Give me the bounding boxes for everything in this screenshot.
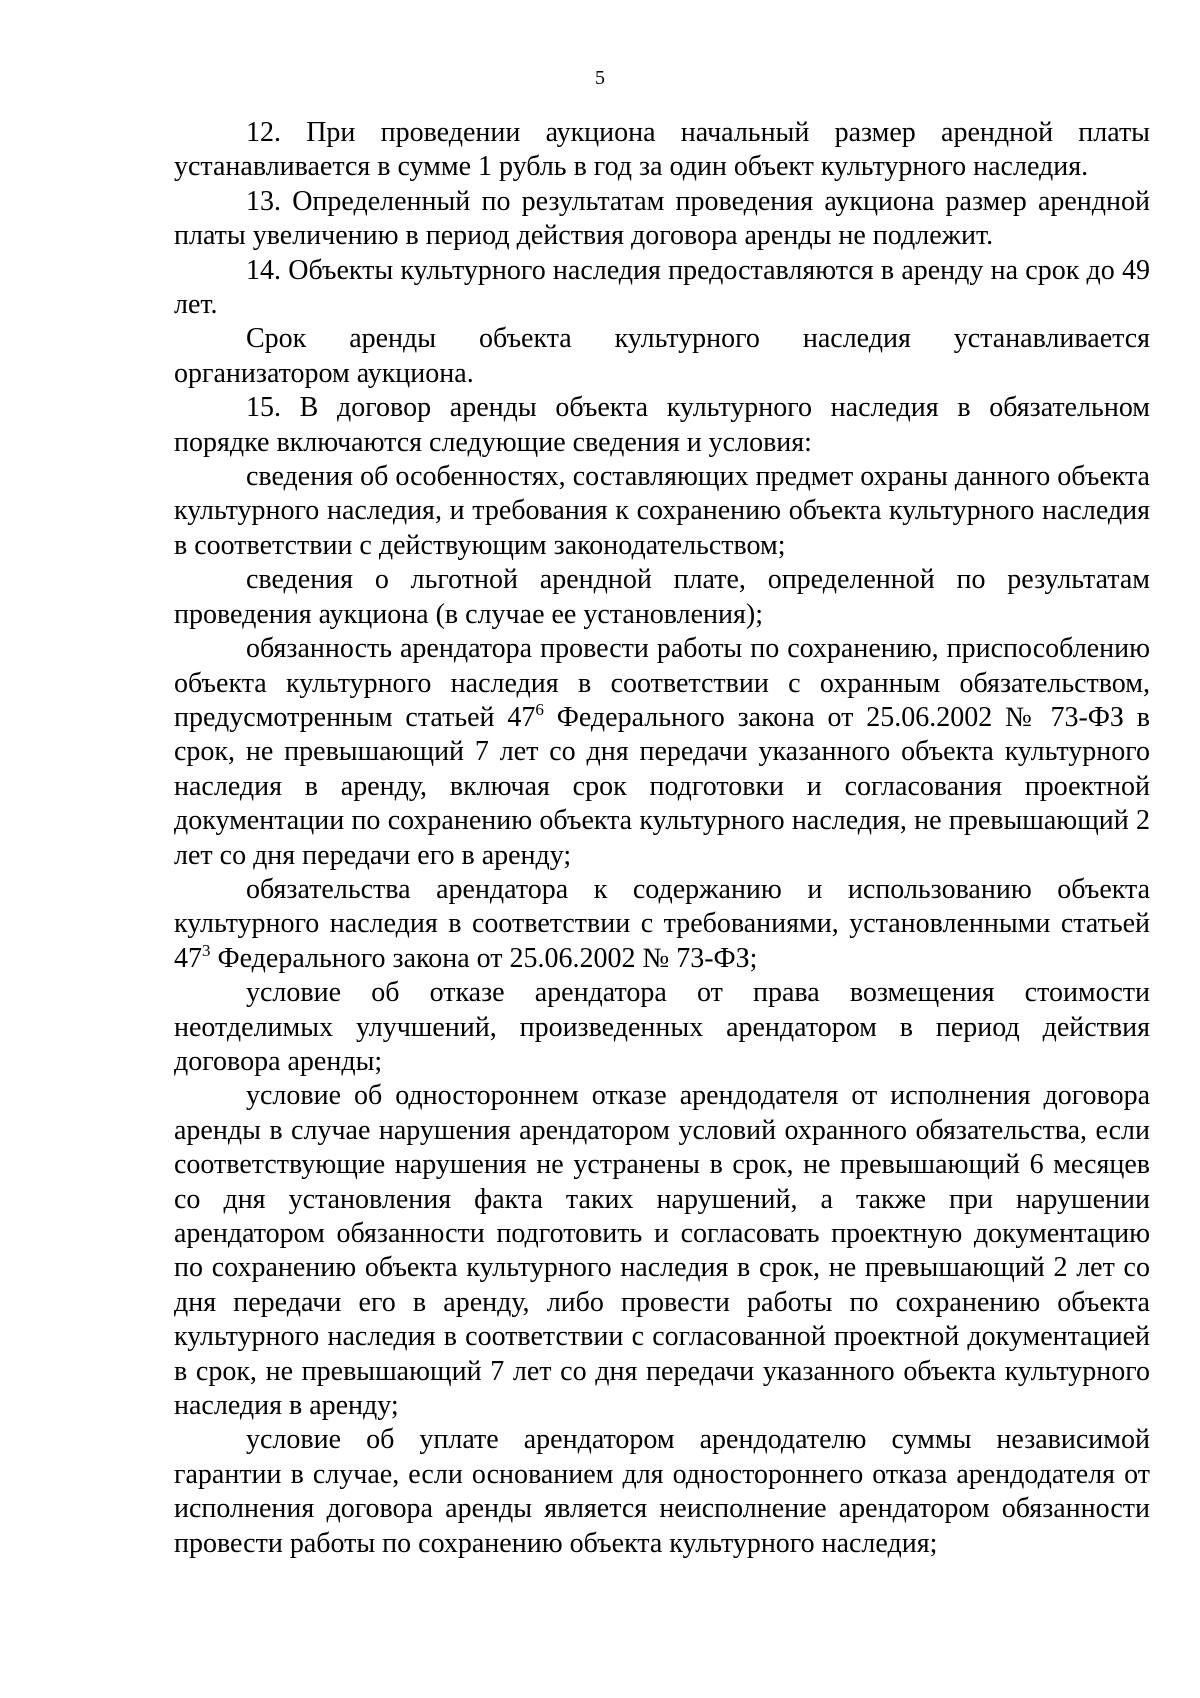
paragraph-unilateral-termination: условие об одностороннем отказе арендодателя от исполнения договора аренды в случае нарушения арендатором условий охранного обязательства, если соответствующие нарушения не устранены в срок, не превышающий 6 месяцев со дня установления факта таких нарушений, а также при нарушении арендатором обязанности подготовить и согласовать проектную документацию по сохранению объекта культурного наследия в срок, не превышающий 2 лет со дня передачи его в аренду, либо провести работы по сохранению объекта культурного наследия в соответствии с согласованной проектной документацией в срок, не превышающий 7 лет со дня передачи указанного объекта культурного наследия в аренду; — [174, 1080, 1150, 1422]
paragraph-lease-term-organizer: Срок аренды объекта культурного наследия устанавливается организатором аукциона. — [174, 323, 1150, 389]
paragraph-tenant-maintenance-duty — [174, 873, 1150, 976]
paragraph-item-12: 12. При проведении аукциона начальный размер арендной платы устанавливается в сумме 1 рубль в год за один объект культурного наследия. — [174, 117, 1150, 183]
paragraph-preferential-rent-info: сведения о льготной арендной плате, определенной по результатам проведения аукциона (в случае ее установления); — [174, 564, 1150, 630]
paragraph-tenant-preservation-duty — [174, 632, 1150, 873]
paragraph-text-part: обязательства арендатора к содержанию и использованию объекта культурного наследия в соответствии с требованиями, установленными статьей 47 — [174, 873, 1150, 974]
document-body — [174, 116, 1150, 1561]
paragraph-item-15: 15. В договор аренды объекта культурного наследия в обязательном порядке включаются следующие сведения и условия: — [174, 392, 1150, 458]
paragraph-guarantee-payment: условие об уплате арендатором арендодателю суммы независимой гарантии в случае, если основанием для одностороннего отказа арендодателя от исполнения договора аренды является неисполнение арендатором обязанности провести работы по сохранению объекта культурного наследия; — [174, 1424, 1150, 1559]
paragraph-improvements-waiver: условие об отказе арендатора от права возмещения стоимости неотделимых улучшений, произведенных арендатором в период действия договора аренды; — [174, 977, 1150, 1077]
paragraph-text-part: Федерального закона от 25.06.2002 № 73-ФЗ в срок, не превышающий 7 лет со дня передачи указанного объекта культурного наследия в аренду, включая срок подготовки и согласования проектной документации по сохранению объекта культурного наследия, не превышающий 2 лет со дня передачи его в аренду; — [174, 701, 1151, 871]
page-number: 5 — [595, 67, 605, 89]
paragraph-protection-subject-info: сведения об особенностях, составляющих предмет охраны данного объекта культурного наследия, и требования к сохранению объекта культурного наследия в соответствии с действующим законодательством; — [174, 461, 1150, 561]
paragraph-text-part: Федерального закона от 25.06.2002 № 73-ФЗ; — [210, 942, 758, 974]
paragraph-text-part: обязанность арендатора провести работы по сохранению, приспособлению объекта культурного наследия в соответствии с охранным обязательством, предусмотренным статьей 47 — [174, 633, 1150, 733]
superscript-article-index: 3 — [202, 940, 211, 960]
paragraph-item-14: 14. Объекты культурного наследия предоставляются в аренду на срок до 49 лет. — [174, 254, 1150, 321]
paragraph-item-13: 13. Определенный по результатам проведения аукциона размер арендной платы увеличению в период действия договора аренды не подлежит. — [174, 185, 1150, 252]
superscript-article-index: 6 — [535, 699, 544, 719]
